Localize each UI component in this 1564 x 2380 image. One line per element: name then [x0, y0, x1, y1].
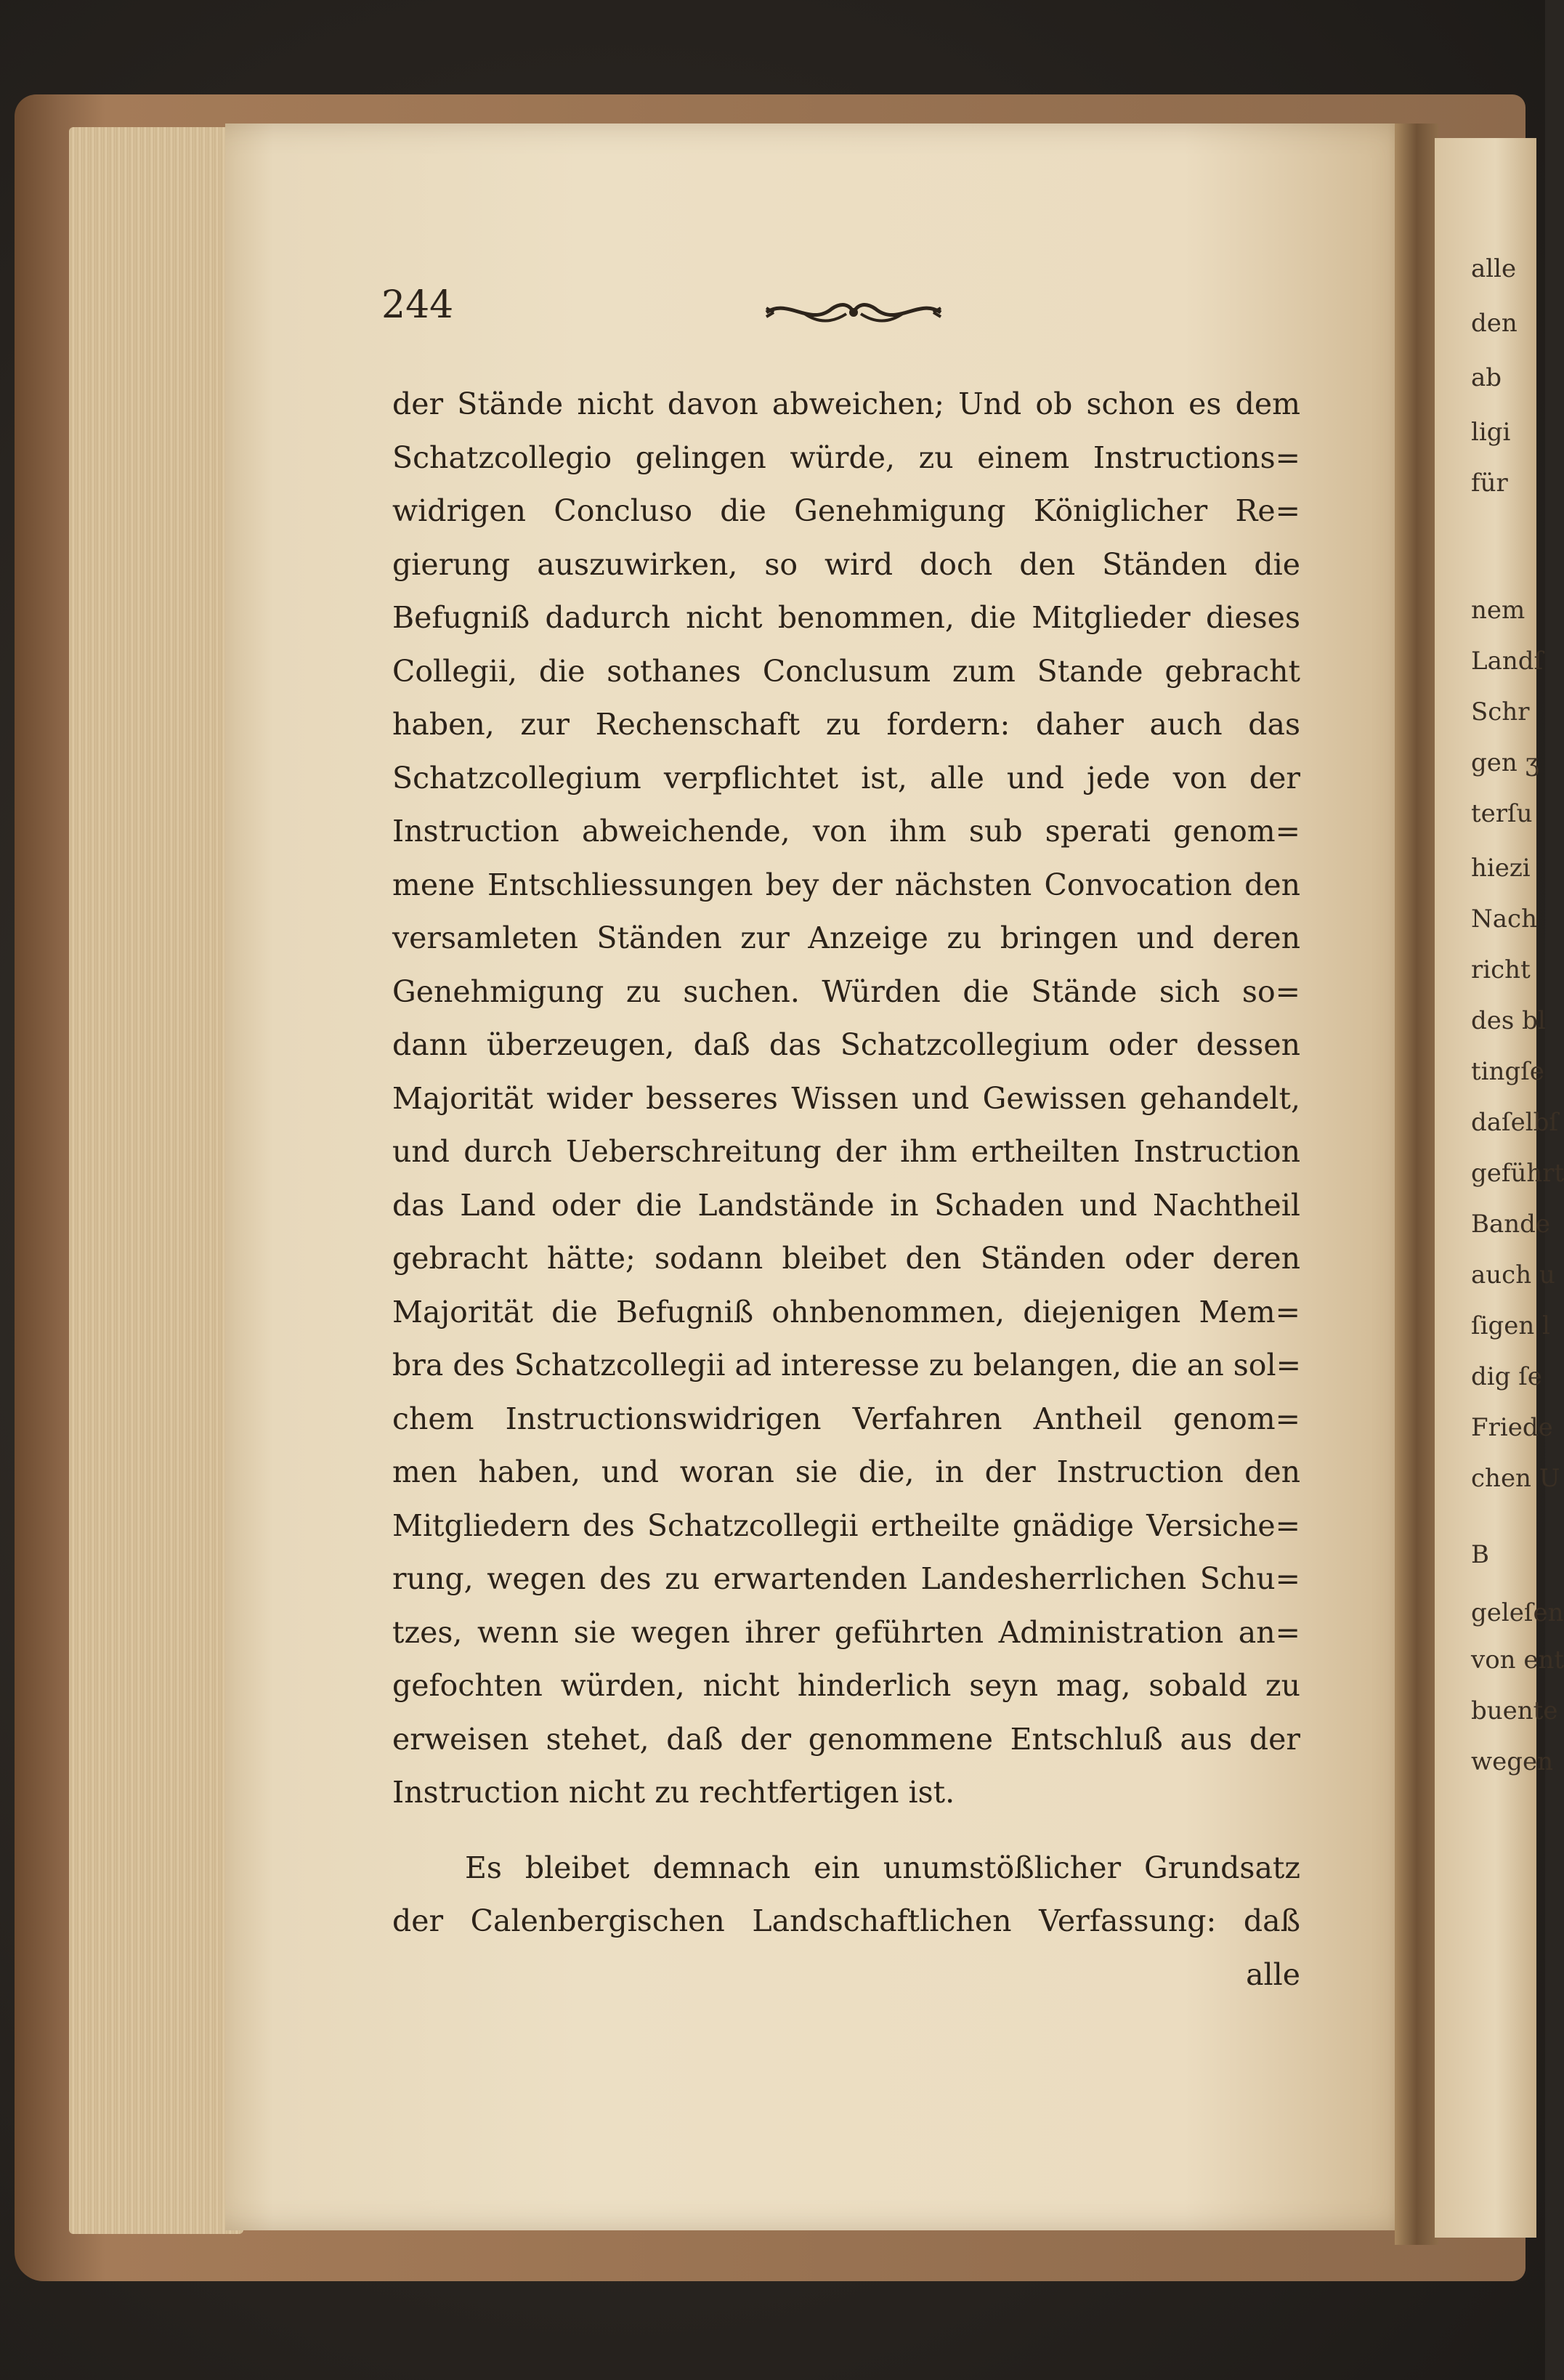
fragment-line: geführt	[1471, 1159, 1564, 1188]
text-line: rung, wegen des zu erwartenden Landesherrlichen Schu=	[392, 1561, 1300, 1596]
fragment-line: Landſ	[1471, 647, 1544, 676]
text-line: widrigen Concluso die Genehmigung Königlicher Re=	[392, 493, 1300, 528]
fragment-line: ab	[1471, 363, 1502, 392]
page-edges	[69, 127, 243, 2234]
catchword: alle	[1246, 1956, 1300, 1992]
text-line: tzes, wenn sie wegen ihrer geführten Administration an=	[392, 1614, 1300, 1650]
ornament-icon	[759, 291, 948, 334]
right-page-fragment	[1435, 138, 1564, 2238]
fragment-line: alle	[1471, 254, 1517, 283]
fragment-line: auch u	[1471, 1260, 1555, 1290]
text-line: haben, zur Rechenschaft zu fordern: daher auch das	[392, 707, 1300, 742]
fragment-line: Schr	[1471, 697, 1530, 726]
text-line: Majorität die Befugniß ohnbenommen, diejenigen Mem=	[392, 1294, 1300, 1329]
text-line: bra des Schatzcollegii ad interesse zu belangen, die an sol=	[392, 1348, 1301, 1383]
text-line: chem Instructionswidrigen Verfahren Antheil genom=	[392, 1401, 1300, 1436]
fragment-line: buente	[1471, 1696, 1558, 1725]
text-line: mene Entschliessungen bey der nächsten Convocation den	[392, 867, 1300, 902]
fragment-line: B	[1471, 1540, 1489, 1569]
text-line: gefochten würden, nicht hinderlich seyn mag, sobald zu	[392, 1668, 1300, 1703]
fragment-line: Nach	[1471, 904, 1537, 934]
fragment-line: richt	[1471, 955, 1531, 984]
main-text	[392, 378, 1300, 2001]
text-line: erweisen stehet, daß der genommene Entschluß aus der	[392, 1721, 1300, 1757]
fragment-line: terſu	[1471, 799, 1533, 828]
fragment-line: ligi	[1471, 418, 1511, 447]
text-line: gebracht hätte; sodann bleibet den Ständen oder deren	[392, 1241, 1300, 1276]
text-line: men haben, und woran sie die, in der Instruction den	[392, 1454, 1300, 1489]
text-line: Befugniß dadurch nicht benommen, die Mitglieder dieses	[392, 600, 1300, 635]
text-line: Majorität wider besseres Wissen und Gewissen gehandelt,	[392, 1080, 1300, 1116]
text-line: Schatzcollegio gelingen würde, zu einem Instructions=	[392, 440, 1300, 475]
fragment-line: dig ſe	[1471, 1362, 1542, 1391]
text-line: Es bleibet demnach ein unumstößlicher Grundsatz	[465, 1850, 1300, 1885]
fragment-line: wegen	[1471, 1747, 1554, 1776]
text-line: und durch Ueberschreitung der ihm ertheilten Instruction	[392, 1134, 1300, 1169]
fragment-line: von ent	[1471, 1646, 1564, 1675]
text-line: der Calenbergischen Landschaftlichen Verfassung: daß	[392, 1903, 1300, 1938]
text-line: das Land oder die Landstände in Schaden und Nachtheil	[392, 1187, 1300, 1223]
fragment-line: ſigen l	[1471, 1311, 1550, 1340]
text-line: Instruction abweichende, von ihm sub sperati genom=	[392, 814, 1300, 849]
fragment-line: Friede	[1471, 1413, 1553, 1442]
fragment-line: für	[1471, 469, 1508, 498]
text-line: Instruction nicht zu rechtfertigen ist.	[392, 1775, 955, 1810]
fragment-line: Bande	[1471, 1210, 1551, 1239]
fragment-line: gen ʒ	[1471, 748, 1539, 777]
text-line: der Stände nicht davon abweichen; Und ob schon es dem	[392, 386, 1300, 421]
text-line: gierung auszuwirken, so wird doch den Ständen die	[392, 546, 1300, 582]
page-header	[381, 283, 948, 341]
text-line: Genehmigung zu suchen. Würden die Stände sich so=	[392, 974, 1300, 1009]
text-line: Collegii, die sothanes Conclusum zum Stande gebracht	[392, 653, 1300, 689]
book-gutter	[1395, 124, 1438, 2245]
fragment-line: hiezi	[1471, 854, 1531, 883]
fragment-line: daſelbſ	[1471, 1108, 1558, 1137]
text-line: dann überzeugen, daß das Schatzcollegium oder dessen	[392, 1027, 1300, 1062]
page-number: 244	[381, 283, 454, 327]
text-line: versamleten Ständen zur Anzeige zu bringen und deren	[392, 920, 1300, 955]
fragment-line: den	[1471, 309, 1518, 338]
paragraph-gap	[392, 1820, 1300, 1842]
fragment-line: des bl	[1471, 1006, 1546, 1035]
fragment-line: nem	[1471, 596, 1525, 625]
fragment-line: geleſen	[1471, 1598, 1564, 1627]
fragment-line: chen U	[1471, 1464, 1560, 1493]
text-line: Mitgliedern des Schatzcollegii ertheilte gnädige Versiche=	[392, 1507, 1300, 1543]
text-line: Schatzcollegium verpflichtet ist, alle und jede von der	[392, 760, 1300, 796]
fragment-line: tingſe	[1471, 1057, 1544, 1086]
